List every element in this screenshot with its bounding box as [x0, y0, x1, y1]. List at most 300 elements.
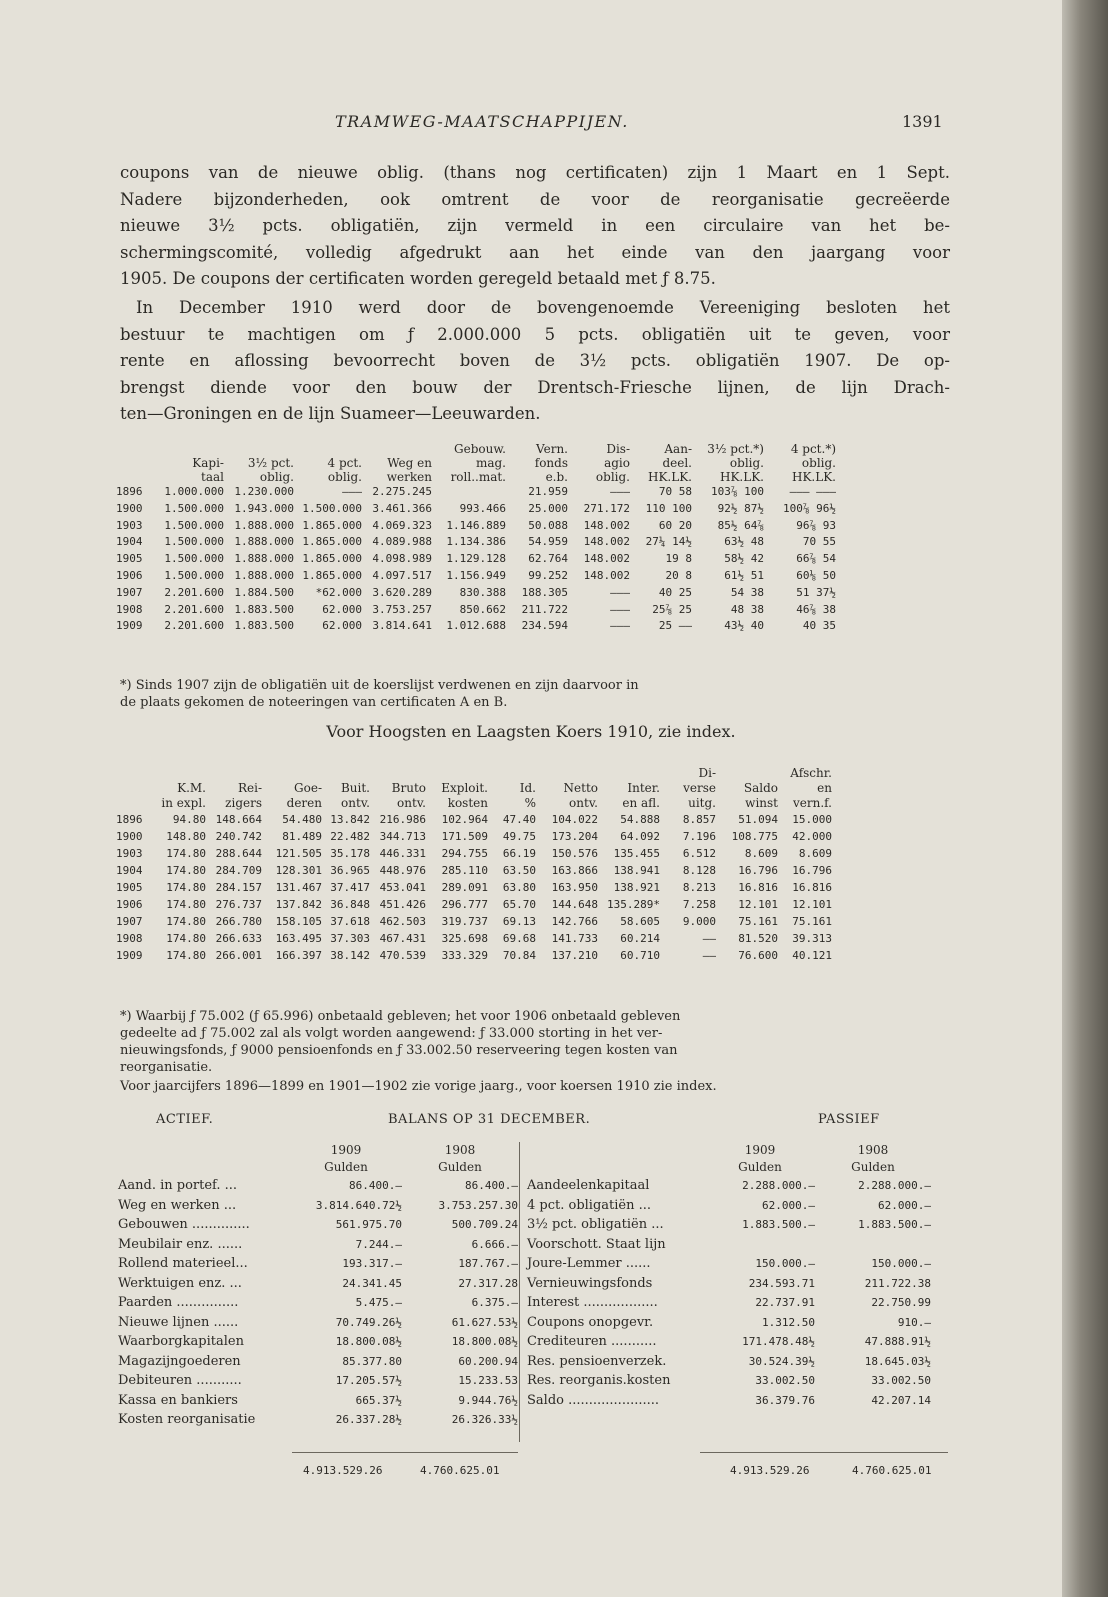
balance-item-label: Aandeelenkapitaal	[527, 1178, 650, 1193]
table-cell: 1.883.500	[234, 602, 294, 616]
balance-value	[705, 1235, 815, 1255]
balance-value: 18.800.08½	[451, 1335, 518, 1348]
table-header-row	[116, 470, 836, 484]
table-cell: 462.503	[379, 915, 426, 928]
table-cell: 85½ 64⅞	[717, 518, 764, 532]
column-header: Weg en	[387, 456, 432, 470]
column-header: 3½ pct.*)	[707, 442, 764, 456]
balance-value: 6.375.—	[471, 1296, 518, 1309]
table-row	[116, 913, 832, 930]
balance-value: 2.288.000.—	[742, 1179, 815, 1192]
table-cell: 137.210	[551, 949, 598, 962]
column-header	[116, 781, 154, 796]
table-cell: ———	[610, 619, 630, 633]
balance-value: 15.233.53	[458, 1374, 518, 1387]
table-cell: 21.959	[528, 485, 568, 498]
column-header: Goe-	[294, 781, 322, 795]
table-cell: 54.888	[620, 813, 660, 826]
balance-year-row	[527, 1142, 931, 1159]
text-line: nieuwingsfonds, ƒ 9000 pensioenfonds en ƒ 33.002.50 reserveering tegen kosten van	[120, 1043, 678, 1058]
table-cell: 284.157	[215, 881, 262, 894]
year-cell: 1903	[116, 518, 143, 532]
table-header-row	[116, 766, 832, 781]
balance-value	[815, 1235, 931, 1255]
table-cell: 54.480	[282, 813, 322, 826]
balance-value: 62.000.—	[878, 1198, 931, 1212]
column-header: 4 pct.*)	[790, 442, 836, 456]
balance-row	[527, 1352, 931, 1372]
balance-value: 17.205.57½	[335, 1374, 402, 1387]
balance-year: 1908	[857, 1143, 889, 1157]
table-cell: 467.431	[379, 932, 426, 945]
column-header: en	[817, 781, 832, 795]
column-header: werken	[386, 470, 432, 484]
column-header	[156, 442, 224, 456]
column-header	[362, 442, 432, 456]
balance-unit: Gulden	[851, 1160, 895, 1174]
table-cell: 25 ——	[658, 619, 692, 633]
table-cell: 1.230.000	[234, 485, 294, 498]
balance-unit: Gulden	[738, 1160, 782, 1174]
table-cell: 9.000	[682, 915, 716, 928]
balance-value: 22.737.91	[755, 1296, 815, 1309]
balance-item-label: Res. pensioenverzek.	[527, 1353, 667, 1369]
text-line: *) Sinds 1907 zijn de obligatiën uit de koerslijst verdwenen en zijn daarvoor in	[120, 678, 639, 693]
table-cell: 75.161	[792, 915, 832, 928]
table-cell: 137.842	[275, 898, 322, 911]
table-cell: 19 8	[665, 552, 692, 566]
table-row	[116, 828, 832, 845]
spacer	[118, 1159, 290, 1176]
table-cell: 234.594	[521, 619, 568, 633]
column-header: 4 pct.	[327, 456, 362, 470]
table-cell: 69.13	[502, 915, 536, 928]
table-cell: 96⅞ 93	[796, 518, 836, 532]
balance-item-label: Crediteuren ...........	[527, 1334, 657, 1349]
table-cell: 62.000	[322, 602, 362, 616]
column-header: agio	[604, 456, 630, 470]
year-cell: 1905	[116, 552, 143, 566]
column-header: roll..mat.	[450, 470, 506, 484]
table-cell: 69.68	[502, 932, 536, 945]
table-cell: 2.201.600	[164, 585, 224, 599]
balance-value: 24.341.45	[342, 1276, 402, 1290]
column-header: Di-	[698, 766, 716, 780]
balance-value: 62.000.—	[762, 1198, 815, 1212]
balance-row	[118, 1176, 518, 1196]
text-line: reorganisatie.	[120, 1060, 213, 1075]
balance-row	[527, 1235, 931, 1255]
table-cell: 1.500.000	[164, 501, 224, 515]
balance-value: 561.975.70	[335, 1218, 402, 1231]
balance-item-label: Waarborgkapitalen	[118, 1334, 244, 1349]
table-cell: 163.866	[551, 864, 598, 877]
balance-value: 9.944.76½	[458, 1393, 518, 1407]
column-header: en afl.	[622, 796, 660, 810]
table-cell: 1.500.000	[164, 552, 224, 566]
table-cell: 51 37½	[796, 585, 836, 599]
table-cell: 148.80	[166, 830, 206, 843]
table-cell: 60 20	[658, 518, 692, 532]
table-row	[116, 811, 832, 828]
table-cell: ——— ———	[789, 485, 836, 498]
column-header: uitg.	[688, 796, 716, 810]
table-cell: 6.512	[682, 847, 716, 860]
table-cell: ——	[702, 932, 716, 945]
table-cell: 43½ 40	[724, 619, 764, 633]
year-cell: 1908	[116, 932, 143, 945]
balance-year-row	[118, 1142, 518, 1159]
balance-row	[527, 1332, 931, 1352]
table-cell: 188.305	[521, 585, 568, 599]
balance-value: 150.000.—	[755, 1257, 815, 1270]
table-cell: 15.000	[792, 813, 832, 826]
table-cell: 37.618	[330, 915, 370, 928]
column-header: fonds	[534, 456, 568, 470]
column-header	[116, 442, 156, 456]
table-cell: 344.713	[379, 830, 426, 843]
table-cell: 135.455	[613, 847, 660, 860]
table-cell: 22.482	[330, 830, 370, 843]
balance-item-label: Magazijngoederen	[118, 1353, 241, 1369]
table-cell: 13.842	[330, 813, 370, 826]
column-header	[206, 766, 262, 781]
text-line: Nadere bijzonderheden, ook omtrent de voor de reorganisatie gecreëerde	[120, 189, 950, 209]
balance-value: 86.400.—	[349, 1179, 402, 1192]
jaarcijfers-reference: Voor jaarcijfers 1896—1899 en 1901—1902 zie vorige jaarg., voor koersen 1910 zie index.	[120, 1079, 717, 1094]
balance-value: 665.37½	[355, 1393, 402, 1407]
table-cell: 12.101	[738, 898, 778, 911]
table-cell: 99.252	[528, 568, 568, 582]
balance-item-label: Interest ..................	[527, 1295, 658, 1310]
column-header: Bruto	[391, 781, 426, 795]
balance-row	[118, 1332, 518, 1352]
table-cell: 60.710	[620, 949, 660, 962]
column-header: %	[524, 796, 536, 810]
balance-value: 26.337.28½	[335, 1413, 402, 1426]
balance-item-label: Werktuigen enz. ...	[118, 1275, 242, 1291]
column-header: deren	[286, 796, 322, 810]
balance-item-label: Coupons onopgevr.	[527, 1314, 654, 1330]
balance-value: 61.627.53½	[451, 1315, 518, 1329]
column-header	[536, 766, 598, 781]
table-cell: 60⅛ 50	[796, 568, 836, 582]
text-line: 1905. De coupons der certificaten worden geregeld betaald met ƒ 8.75.	[120, 269, 716, 288]
table-cell: 1.134.386	[446, 535, 506, 549]
year-cell: 1896	[116, 485, 143, 498]
balance-value: 1.883.500.—	[742, 1218, 815, 1231]
balance-value: 150.000.—	[871, 1257, 931, 1270]
column-header	[116, 470, 156, 484]
column-header	[294, 442, 362, 456]
column-header	[154, 766, 206, 781]
table-row	[116, 568, 836, 585]
table-row	[116, 551, 836, 568]
table-cell: 25.000	[528, 501, 568, 515]
column-header	[488, 766, 536, 781]
activa-total-1909: 4.913.529.26	[303, 1464, 383, 1477]
balance-value: 22.750.99	[871, 1296, 931, 1309]
activa-total-1908: 4.760.625.01	[420, 1464, 500, 1477]
balance-item-label: Joure-Lemmer ......	[527, 1256, 651, 1271]
table-cell: 70 55	[802, 535, 836, 549]
table-cell: 993.466	[459, 501, 506, 515]
table-cell: ———	[610, 585, 630, 599]
balance-value: 187.767.—	[458, 1257, 518, 1270]
balance-value: 85.377.80	[342, 1354, 402, 1368]
table-cell: 8.128	[682, 864, 716, 877]
table-row	[116, 896, 832, 913]
balance-item-label: Debiteuren ...........	[118, 1373, 242, 1388]
table-cell: 289.091	[441, 881, 488, 894]
table-cell: 65.70	[502, 898, 536, 911]
paragraph-december-1910	[120, 295, 950, 428]
capital-and-price-table	[116, 442, 836, 635]
table-cell: 319.737	[441, 915, 488, 928]
balance-row	[118, 1391, 518, 1411]
column-header: Saldo	[743, 781, 778, 795]
page-number: 1391	[902, 112, 943, 131]
text-line: bestuur te machtigen om ƒ 2.000.000 5 pcts. obligatiën uit te geven, voor	[120, 324, 950, 344]
year-cell: 1905	[116, 881, 143, 894]
table-cell: 166.397	[275, 949, 322, 962]
table-cell: 3.753.257	[372, 602, 432, 616]
table-cell: ———	[342, 485, 362, 498]
table-cell: 66.19	[502, 847, 536, 860]
table-cell: 63½ 48	[724, 535, 764, 549]
table-cell: 1.000.000	[164, 485, 224, 498]
column-header: 3½ pct.	[247, 456, 294, 470]
table-cell: 54 38	[730, 585, 764, 599]
column-header: Kapi-	[192, 456, 224, 470]
table-cell: 1.884.500	[234, 585, 294, 599]
column-header	[224, 442, 294, 456]
table-cell: 294.755	[441, 847, 488, 860]
table-cell: 50.088	[528, 518, 568, 532]
table-cell: 2.201.600	[164, 602, 224, 616]
text-line: In December 1910 werd door de bovengenoemde Vereeniging besloten het	[136, 298, 950, 317]
table-cell: 830.388	[459, 585, 506, 599]
balance-year: 1909	[744, 1143, 776, 1157]
table-cell: 1.883.500	[234, 619, 294, 633]
table-cell: 1.888.000	[234, 568, 294, 582]
balance-item-label: Saldo ......................	[527, 1392, 660, 1408]
table-cell: 3.620.289	[372, 585, 432, 599]
table-cell: 8.609	[798, 847, 832, 860]
table-cell: 470.539	[379, 949, 426, 962]
table-cell: 61½ 51	[724, 568, 764, 582]
table-cell: 62.764	[528, 552, 568, 566]
table-cell: 42.000	[792, 830, 832, 843]
table-cell: *62.000	[315, 585, 362, 599]
balance-value: 36.379.76	[755, 1393, 815, 1407]
passiva-total-1908: 4.760.625.01	[852, 1464, 932, 1477]
table-cell: 1.865.000	[302, 535, 362, 549]
column-header	[716, 766, 778, 781]
table-cell: 70.84	[502, 949, 536, 962]
year-cell: 1904	[116, 864, 143, 877]
table-row	[116, 501, 836, 518]
table-row	[116, 947, 832, 964]
balance-divider	[519, 1142, 520, 1442]
balance-row	[527, 1215, 931, 1235]
table-cell: 174.80	[166, 898, 206, 911]
column-header: kosten	[447, 796, 488, 810]
balance-value: 30.524.39½	[748, 1354, 815, 1368]
table-cell: 36.848	[330, 898, 370, 911]
table-cell: 20 8	[665, 568, 692, 582]
table-cell: 102.964	[441, 813, 488, 826]
balance-row	[118, 1293, 518, 1313]
exploitation-table	[116, 766, 832, 964]
year-cell: 1904	[116, 535, 143, 549]
table-cell: 103⅞ 100	[711, 485, 764, 498]
table-header-row	[116, 442, 836, 456]
year-cell: 1903	[116, 847, 143, 860]
column-header	[116, 456, 156, 470]
book-page-edge	[1062, 0, 1108, 1597]
table-cell: 446.331	[379, 847, 426, 860]
table-cell: 276.737	[215, 898, 262, 911]
table-cell: 2.275.245	[372, 485, 432, 498]
table-cell	[432, 484, 506, 501]
table-cell: 66⅞ 54	[796, 552, 836, 566]
passiva-total-rule	[700, 1452, 948, 1453]
table-cell: 1.146.889	[446, 518, 506, 532]
table-row	[116, 534, 836, 551]
table-cell: 40 25	[658, 585, 692, 599]
table-cell: 211.722	[521, 602, 568, 616]
table-cell: 1.888.000	[234, 535, 294, 549]
table-cell: 92½ 87½	[717, 501, 764, 515]
balance-row	[118, 1274, 518, 1294]
column-header: oblig.	[259, 470, 294, 484]
year-cell: 1909	[116, 619, 143, 633]
table-cell: 70 58	[658, 485, 692, 498]
balance-row	[527, 1254, 931, 1274]
table-cell: 76.600	[738, 949, 778, 962]
table-cell: 40 35	[802, 619, 836, 633]
index-reference: Voor Hoogsten en Laagsten Koers 1910, zie index.	[326, 722, 736, 741]
balance-value: 3.814.640.72½	[315, 1198, 402, 1212]
table-row	[116, 518, 836, 535]
column-header: vern.f.	[793, 796, 832, 810]
column-header: verse	[683, 781, 716, 795]
table-cell: 1.500.000	[164, 568, 224, 582]
column-header	[426, 766, 488, 781]
paragraph-coupons	[120, 160, 950, 293]
table-cell: ———	[610, 602, 630, 616]
table-header-row	[116, 456, 836, 470]
table-cell: 296.777	[441, 898, 488, 911]
balance-value: 33.002.50	[871, 1374, 931, 1387]
text-line: coupons van de nieuwe oblig. (thans nog certificaten) zijn 1 Maart en 1 Sept.	[120, 163, 950, 182]
table-cell: 8.213	[682, 881, 716, 894]
table-cell: 173.204	[551, 830, 598, 843]
table-cell: 128.301	[275, 864, 322, 877]
balance-item-label: Weg en werken ...	[118, 1197, 237, 1213]
balance-unit-row	[527, 1159, 931, 1176]
table-cell: 81.489	[282, 830, 322, 843]
text-line: schermingscomité, volledig afgedrukt aan het einde van den jaargang voor	[120, 242, 950, 262]
table-cell: 94.80	[172, 813, 206, 826]
year-cell: 1907	[116, 915, 143, 928]
balance-row	[527, 1274, 931, 1294]
table-cell: 25⅞ 25	[652, 602, 692, 616]
table-cell: 138.921	[613, 881, 660, 894]
running-title: TRAMWEG-MAATSCHAPPIJEN.	[335, 112, 629, 131]
balance-value: 500.709.24	[451, 1218, 518, 1231]
table-cell: 81.520	[738, 932, 778, 945]
column-header: HK.LK.	[648, 470, 692, 484]
balance-activa	[118, 1142, 518, 1430]
table-cell: 1.865.000	[302, 568, 362, 582]
table-cell: 63.80	[502, 881, 536, 894]
table-cell: 46⅞ 38	[796, 602, 836, 616]
column-header	[262, 766, 322, 781]
column-header: ontv.	[341, 796, 370, 810]
table-row	[116, 845, 832, 862]
column-header	[598, 766, 660, 781]
table-cell: 35.178	[330, 847, 370, 860]
balance-value: 2.288.000.—	[858, 1179, 931, 1192]
table-cell: 150.576	[551, 847, 598, 860]
column-header: Netto	[563, 781, 598, 795]
text-line: de plaats gekomen de noteeringen van certificaten A en B.	[120, 695, 508, 710]
table-cell: 51.094	[738, 813, 778, 826]
balance-row	[118, 1352, 518, 1372]
column-header: winst	[745, 796, 778, 810]
table-cell: 448.976	[379, 864, 426, 877]
year-cell: 1909	[116, 949, 143, 962]
table-cell: 240.742	[215, 830, 262, 843]
balance-value: 1.312.50	[762, 1315, 815, 1329]
column-header: ontv.	[397, 796, 426, 810]
balance-item-label: Res. reorganis.kosten	[527, 1373, 671, 1388]
table-cell: 16.796	[792, 864, 832, 877]
spacer	[527, 1159, 705, 1176]
table-cell: 1.156.949	[446, 568, 506, 582]
table-cell: 144.648	[551, 898, 598, 911]
column-header: Exploit.	[441, 781, 488, 795]
text-line: brengst diende voor den bouw der Drentsch-Friesche lijnen, de lijn Drach-	[120, 377, 950, 397]
table-cell: 174.80	[166, 881, 206, 894]
balance-row	[527, 1371, 931, 1391]
table-cell: 158.105	[275, 915, 322, 928]
column-header: oblig.	[327, 470, 362, 484]
table-cell: 1.865.000	[302, 518, 362, 532]
balance-item-label: Kassa en bankiers	[118, 1392, 238, 1408]
table-cell: 27¼ 14½	[645, 535, 692, 549]
activa-label: ACTIEF.	[156, 1112, 214, 1127]
balance-value: 27.317.28	[458, 1276, 518, 1290]
balance-row	[118, 1196, 518, 1216]
balance-value: 33.002.50	[755, 1374, 815, 1387]
year-cell: 1906	[116, 898, 143, 911]
table-cell: 216.986	[379, 813, 426, 826]
year-cell: 1906	[116, 568, 143, 582]
table-cell: 39.313	[792, 932, 832, 945]
balance-item-label: Voorschott. Staat lijn	[527, 1236, 666, 1252]
table-cell: 110 100	[645, 501, 692, 515]
table-cell: 148.002	[583, 535, 630, 549]
column-header: Gebouw.	[454, 442, 506, 456]
table-cell: 148.002	[583, 568, 630, 582]
table-cell: 3.461.366	[372, 501, 432, 515]
table-row	[116, 602, 836, 619]
column-header	[370, 766, 426, 781]
table-cell: 75.161	[738, 915, 778, 928]
